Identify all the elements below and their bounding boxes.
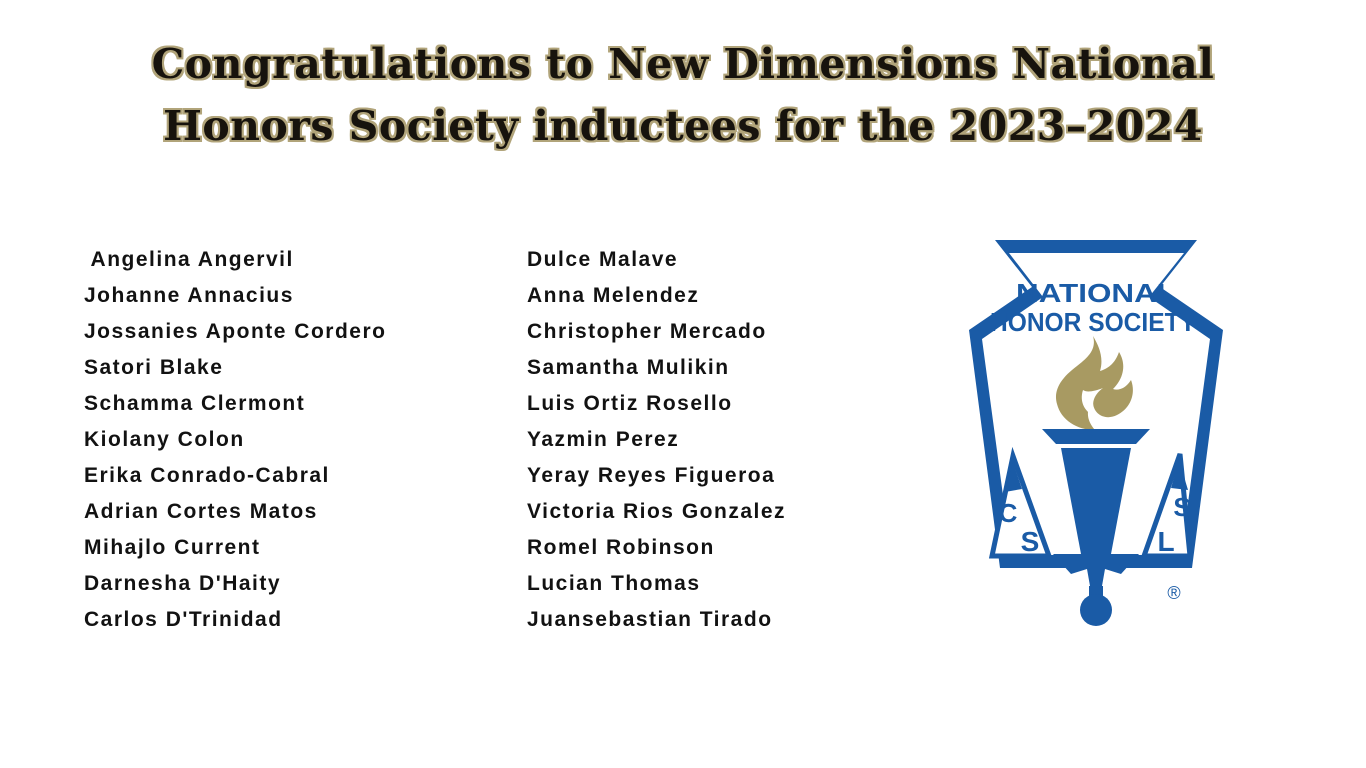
- torch-flame-icon: [1056, 336, 1133, 430]
- inductee-name: Schamma Clermont: [84, 392, 306, 415]
- emblem-letter-service: S: [1020, 526, 1040, 557]
- inductee-name: Carlos D'Trinidad: [84, 608, 283, 631]
- logo-text-honor-society: HONOR SOCIETY: [990, 307, 1196, 337]
- inductee-name: Luis Ortiz Rosello: [527, 392, 733, 415]
- inductee-name: Romel Robinson: [527, 536, 715, 559]
- inductee-name: Lucian Thomas: [527, 572, 701, 595]
- title-line-2: Honors Society inductees for the 2023–2024: [163, 102, 1203, 150]
- emblem-letter-character: C: [998, 498, 1018, 528]
- inductee-name: Christopher Mercado: [527, 320, 767, 343]
- slide-title: [0, 33, 1366, 157]
- inductee-name: Satori Blake: [84, 356, 224, 379]
- inductee-name: Samantha Mulikin: [527, 356, 730, 379]
- logo-text-national: NATIONAL: [1016, 278, 1177, 308]
- inductee-column-2: [527, 242, 786, 638]
- inductee-column-1: [84, 242, 386, 638]
- inductee-name: Anna Melendez: [527, 284, 700, 307]
- inductee-name: Mihajlo Current: [84, 536, 261, 559]
- inductee-name: Johanne Annacius: [84, 284, 294, 307]
- nhs-logo: [935, 238, 1240, 638]
- inductee-name: Dulce Malave: [527, 248, 679, 271]
- inductee-name: Victoria Rios Gonzalez: [527, 500, 787, 523]
- inductee-name: Erika Conrado-Cabral: [84, 464, 330, 487]
- inductee-name: Angelina Angervil: [84, 248, 294, 271]
- inductee-name: Yeray Reyes Figueroa: [527, 464, 776, 487]
- inductee-name: Jossanies Aponte Cordero: [84, 320, 387, 343]
- torch-ball: [1080, 594, 1112, 626]
- torch-handle: [1061, 448, 1131, 554]
- inductee-name: Kiolany Colon: [84, 428, 245, 451]
- emblem-letter-scholarship: S: [1173, 492, 1191, 522]
- inductee-name: Yazmin Perez: [527, 428, 680, 451]
- inductee-name: Juansebastian Tirado: [527, 608, 773, 631]
- inductee-name: Adrian Cortes Matos: [84, 500, 318, 523]
- registered-mark: ®: [1167, 583, 1181, 603]
- inductee-name: Darnesha D'Haity: [84, 572, 282, 595]
- torch-crossguard: [1053, 554, 1139, 586]
- emblem-letter-leadership: L: [1157, 526, 1175, 557]
- torch-rim: [1042, 429, 1150, 444]
- title-line-1: Congratulations to New Dimensions National: [151, 40, 1215, 88]
